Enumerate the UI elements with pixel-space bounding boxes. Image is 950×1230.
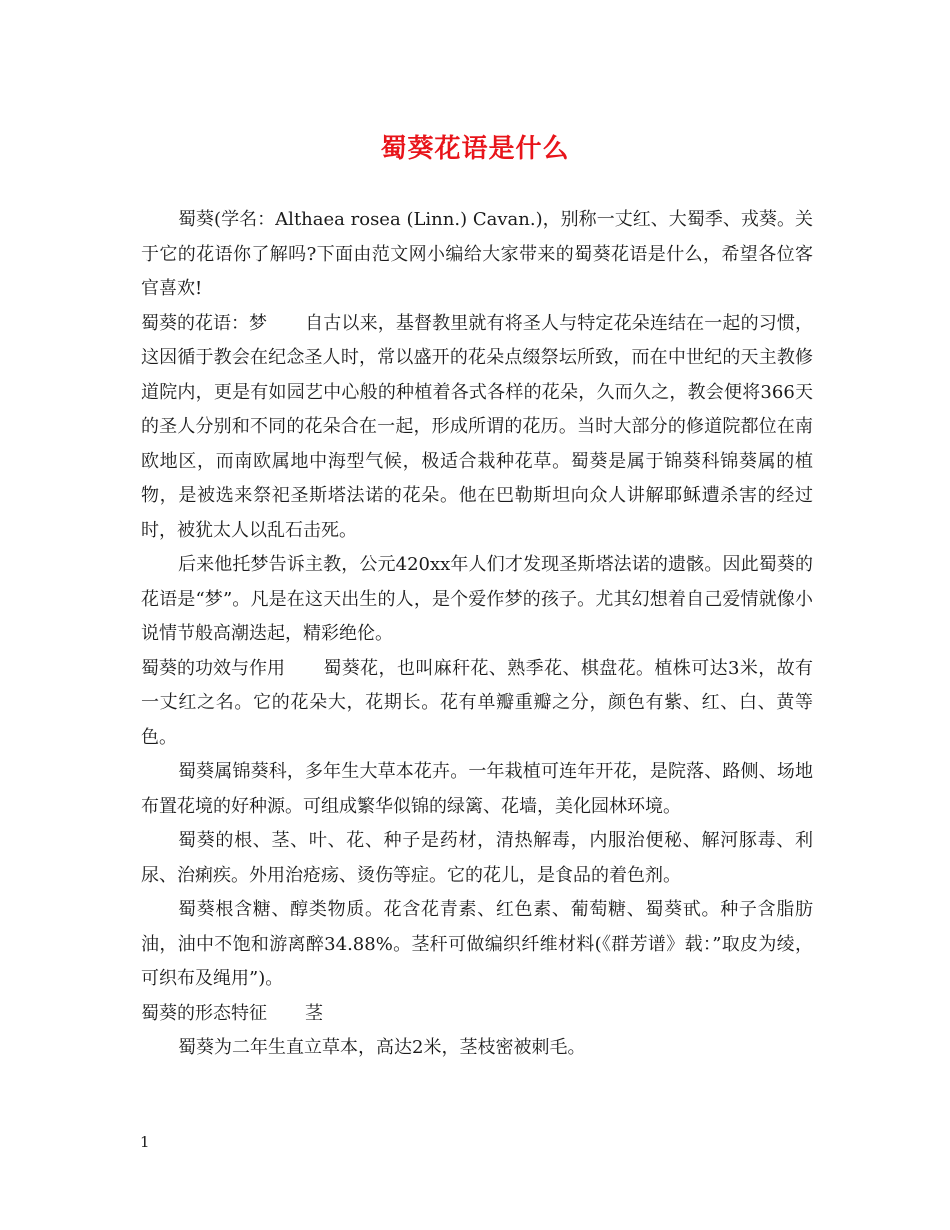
page-number: 1 bbox=[140, 1133, 150, 1151]
morphology-section bbox=[141, 997, 813, 1032]
section-heading: 蜀葵的花语：梦 bbox=[141, 312, 267, 334]
intro-paragraph: 蜀葵(学名：Althaea rosea (Linn.) Cavan.)，别称一丈红、大蜀季、戎葵。关于它的花语你了解吗?下面由范文网小编给大家带来的蜀葵花语是什么，希望各位客官喜欢! bbox=[141, 209, 813, 299]
garden-paragraph: 蜀葵属锦葵科，多年生大草本花卉。一年栽植可连年开花，是院落、路侧、场地布置花境的好种源。可组成繁华似锦的绿篱、花墙，美化园林环境。 bbox=[141, 761, 813, 817]
flower-language-section bbox=[141, 307, 813, 549]
dream-paragraph: 后来他托梦告诉主教，公元420xx年人们才发现圣斯塔法诺的遗骸。因此蜀葵的花语是“梦”。凡是在这天出生的人，是个爱作梦的孩子。尤其幻想着自己爱情就像小说情节般高潮迭起，精彩绝伦。 bbox=[141, 554, 813, 644]
section-heading: 蜀葵的功效与作用 bbox=[141, 657, 285, 679]
medicine-paragraph: 蜀葵的根、茎、叶、花、种子是药材，清热解毒，内服治便秘、解河豚毒、利尿、治痢疾。外用治疮疡、烫伤等症。它的花儿，是食品的着色剂。 bbox=[141, 830, 813, 886]
section-text: 蜀葵花，也叫麻秆花、熟季花、棋盘花。植株可达3米，故有一丈红之名。它的花朵大，花期长。花有单瓣重瓣之分，颜色有紫、红、白、黄等色。 bbox=[141, 657, 813, 748]
section-text: 自古以来，基督教里就有将圣人与特定花朵连结在一起的习惯，这因循于教会在纪念圣人时，常以盛开的花朵点缀祭坛所致，而在中世纪的天主教修道院内，更是有如园艺中心般的种植着各式各样的花朵，久而久之，教会便将366天的圣人分别和不同的花朵合在一起，形成所谓的花历。当时大部分的修道院都位在南欧地区，而南欧属地中海型气候，极适合栽种花草。蜀葵是属于锦葵科锦葵属的植物，是被选来祭祀圣斯塔法诺的花朵。他在巴勒斯坦向众人讲解耶稣遭杀害的经过时，被犹太人以乱石击死。 bbox=[141, 312, 813, 541]
page-title: 蜀葵花语是什么 bbox=[380, 134, 570, 164]
chemistry-paragraph: 蜀葵根含糖、醇类物质。花含花青素、红色素、葡萄糖、蜀葵甙。种子含脂肪油，油中不饱和游离醉34.88%。茎秆可做编织纤维材料(《群芳谱》载：”取皮为绫，可织布及绳用”)。 bbox=[141, 899, 813, 989]
stem-paragraph: 蜀葵为二年生直立草本，高达2米，茎枝密被刺毛。 bbox=[178, 1037, 586, 1058]
effects-section bbox=[141, 652, 813, 756]
document-body bbox=[141, 203, 813, 1066]
section-text: 茎 bbox=[305, 1002, 323, 1024]
section-heading: 蜀葵的形态特征 bbox=[141, 1002, 267, 1024]
